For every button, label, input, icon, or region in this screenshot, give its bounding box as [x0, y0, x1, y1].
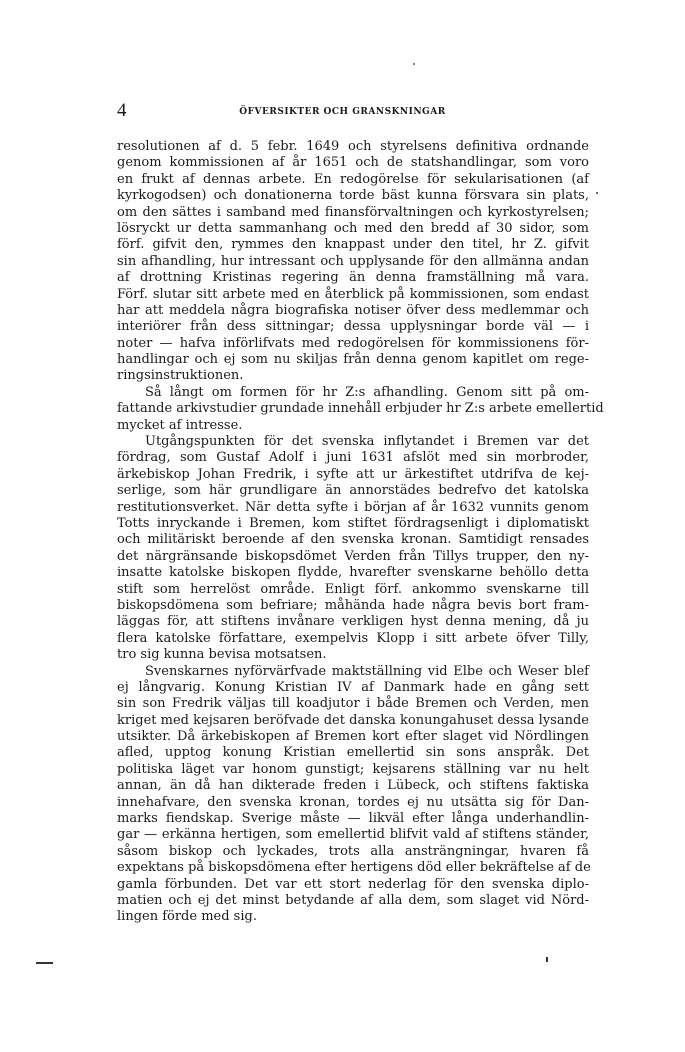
text-line: restitutionsverket. När detta syfte i början af år 1632 vunnits genom: [117, 499, 589, 515]
text-line: en frukt af dennas arbete. En redogörelse för sekularisationen (af: [117, 171, 589, 187]
text-line: det närgränsande biskopsdömet Verden från Tillys trupper, den ny-: [117, 548, 589, 564]
body-text: [117, 139, 604, 926]
text-line: fattande arkivstudier grundade innehåll erbjuder hr Z:s arbete emellertid: [117, 401, 604, 417]
text-line: sin son Fredrik väljas till koadjutor i både Bremen och Verden, men: [117, 696, 589, 712]
text-line: utsikter. Då ärkebiskopen af Bremen kort efter slaget vid Nördlingen: [117, 729, 589, 745]
text-line: gar — erkänna hertigen, som emellertid blifvit vald af stiftens ständer,: [117, 827, 589, 843]
text-line: lingen förde med sig.: [117, 909, 257, 925]
text-line: Förf. slutar sitt arbete med en återblick på kommissionen, som endast: [117, 286, 589, 302]
text-line: kyrkogodsen) och donationerna torde bäst kunna försvara sin plats,: [117, 188, 589, 204]
text-line: stift som herrelöst område. Enligt förf. ankommo svenskarne till: [117, 581, 589, 597]
text-line: sin afhandling, hur intressant och upplysande för den allmänna andan: [117, 253, 589, 269]
paragraph-2: [117, 384, 604, 434]
text-line: genom kommissionen af år 1651 och de statshandlingar, som voro: [117, 155, 589, 171]
text-line: innehafvare, den svenska kronan, tordes ej nu utsätta sig för Dan-: [117, 794, 589, 810]
text-line: marks fiendskap. Sverige måste — likväl efter långa underhandlin-: [117, 811, 589, 827]
text-line: handlingar och ej som nu skiljas från denna genom kapitlet om rege-: [117, 352, 589, 368]
paragraph-1: [117, 139, 589, 385]
page-number: 4: [117, 100, 127, 121]
running-head: ÖFVERSIKTER OCH GRANSKNINGAR: [239, 107, 446, 117]
text-line: afled, upptog konung Kristian emellertid sin sons anspråk. Det: [117, 745, 589, 761]
text-line: noter — hafva införlifvats med redogörelsen för kommissionens för-: [117, 335, 589, 351]
paragraph-3: [117, 434, 589, 663]
text-line: kriget med kejsaren beröfvade det danska konungahuset dessa lysande: [117, 712, 589, 728]
text-line: mycket af intresse.: [117, 417, 243, 433]
text-line: har att meddela några biografiska notiser öfver dess medlemmar och: [117, 302, 589, 318]
paragraph-4: [117, 664, 589, 926]
text-line: politiska läget var honom gunstigt; kejsarens ställning var nu helt: [117, 761, 589, 777]
text-line: och militäriskt beroende af den svenska kronan. Samtidigt rensades: [117, 532, 589, 548]
text-line: Svenskarnes nyförvärfvade maktställning vid Elbe och Weser blef: [145, 663, 589, 679]
text-line: tro sig kunna bevisa motsatsen.: [117, 647, 327, 663]
text-line: biskopsdömena som befriare; måhända hade några bevis bort fram-: [117, 597, 589, 613]
ink-speck: [596, 192, 598, 194]
text-line: ärkebiskop Johan Fredrik, i syfte att ur ärkestiftet utdrifva de kej-: [117, 466, 589, 482]
text-line: annan, än då han dikterade freden i Lübeck, och stiftens faktiska: [117, 778, 589, 794]
text-line: expektans på biskopsdömena efter hertigens död eller bekräftelse af de: [117, 860, 591, 876]
ink-speck: [546, 957, 548, 962]
text-line: förf. gifvit den, rymmes den knappast under den titel, hr Z. gifvit: [117, 237, 589, 253]
text-line: fördrag, som Gustaf Adolf i juni 1631 afslöt med sin morbroder,: [117, 450, 589, 466]
text-line: Totts inryckande i Bremen, kom stiftet fördragsenligt i diplomatiskt: [117, 515, 589, 531]
text-line: gamla förbunden. Det var ett stort nederlag för den svenska diplo-: [117, 876, 589, 892]
text-line: matien och ej det minst betydande af alla dem, som slaget vid Nörd-: [117, 892, 589, 908]
text-line: ringsinstruktionen.: [117, 368, 244, 384]
text-line: serlige, som här grundligare än annorstädes bedrefvo det katolska: [117, 483, 589, 499]
text-line: om den sättes i samband med finansförvaltningen och kyrkostyrelsen;: [117, 204, 589, 220]
ink-speck: [413, 63, 415, 65]
text-line: resolutionen af d. 5 febr. 1649 och styrelsens definitiva ordnande: [117, 139, 589, 154]
margin-dash-mark: [36, 962, 53, 964]
text-line: interiörer från dess sittningar; dessa upplysningar borde väl — i: [117, 319, 589, 335]
text-line: lösryckt ur detta sammanhang och med den bredd af 30 sidor, som: [117, 220, 589, 236]
text-line: insatte katolske biskopen flydde, hvarefter svenskarne behöllo detta: [117, 565, 589, 581]
text-line: Utgångspunkten för det svenska inflytandet i Bremen var det: [145, 434, 589, 450]
text-line: flera katolske författare, exempelvis Klopp i sitt arbete öfver Tilly,: [117, 630, 589, 646]
text-line: af drottning Kristinas regering än denna framställning må vara.: [117, 270, 589, 286]
text-line: läggas för, att stiftens invånare verkligen hyst denna mening, då ju: [117, 614, 589, 630]
text-line: ej långvarig. Konung Kristian IV af Danmark hade en gång sett: [117, 679, 589, 695]
text-line: såsom biskop och lyckades, trots alla ansträngningar, hvaren få: [117, 843, 589, 859]
text-line: Så långt om formen för hr Z:s afhandling. Genom sitt på om-: [145, 384, 589, 400]
